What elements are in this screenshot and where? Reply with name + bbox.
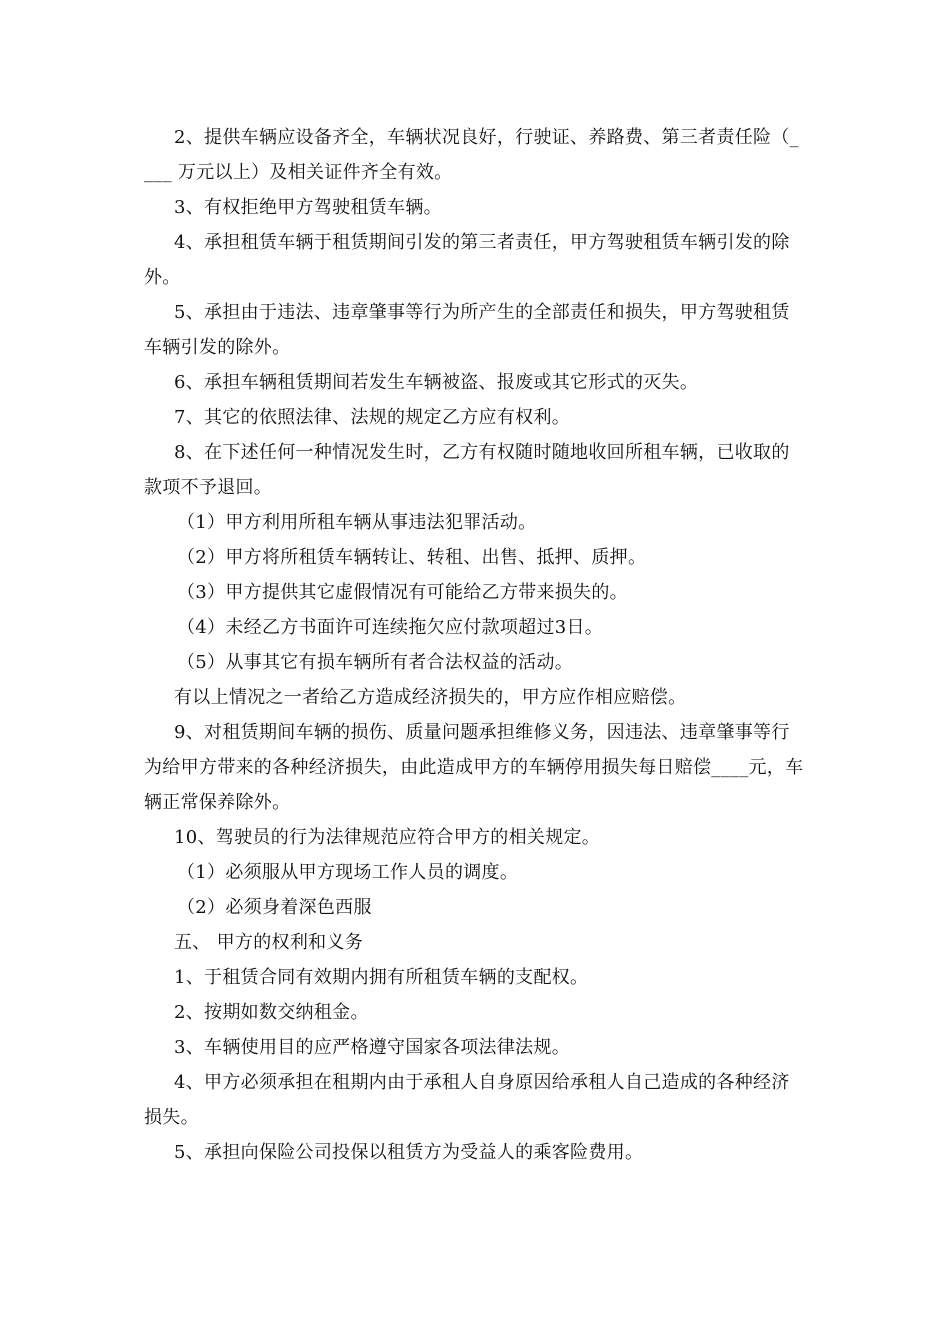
paragraph-party-a-4: 4、甲方必须承担在租期内由于承租人自身原因给承租人自己造成的各种经济损失。 xyxy=(144,1072,790,1128)
paragraph-clause-9: 9、对租赁期间车辆的损伤、质量问题承担维修义务，因违法、违章肇事等行为给甲方带来的各种经济损失，由此造成甲方的车辆停用损失每日赔偿____元，车辆正常保养除外。 xyxy=(144,722,804,813)
paragraph-subclause-8-5: （5）从事其它有损车辆所有者合法权益的活动。 xyxy=(177,652,574,673)
paragraph-clause-5: 5、承担由于违法、违章肇事等行为所产生的全部责任和损失，甲方驾驶租赁车辆引发的除外。 xyxy=(144,302,790,358)
paragraph-clause-6: 6、承担车辆租赁期间若发生车辆被盗、报废或其它形式的灭失。 xyxy=(174,372,699,393)
paragraph-subclause-10-2: （2）必须身着深色西服 xyxy=(177,897,372,918)
paragraph-clause-10: 10、驾驶员的行为法律规范应符合甲方的相关规定。 xyxy=(174,827,601,848)
section-heading-five: 五、 甲方的权利和义务 xyxy=(174,932,364,953)
paragraph-clause-2: 2、提供车辆应设备齐全，车辆状况良好，行驶证、养路费、第三者责任险（____ 万元以上）及相关证件齐全有效。 xyxy=(144,127,799,183)
paragraph-clause-4: 4、承担租赁车辆于租赁期间引发的第三者责任，甲方驾驶租赁车辆引发的除外。 xyxy=(144,232,790,288)
paragraph-subclause-8-2: （2）甲方将所租赁车辆转让、转租、出售、抵押、质押。 xyxy=(177,547,647,568)
paragraph-subclause-8-4: （4）未经乙方书面许可连续拖欠应付款项超过3日。 xyxy=(177,617,604,638)
paragraph-party-a-3: 3、车辆使用目的应严格遵守国家各项法律法规。 xyxy=(174,1037,571,1058)
paragraph-subclause-8-3: （3）甲方提供其它虚假情况有可能给乙方带来损失的。 xyxy=(177,582,628,603)
paragraph-party-a-2: 2、按期如数交纳租金。 xyxy=(174,1002,369,1023)
document-body xyxy=(144,120,804,1170)
paragraph-subclause-10-1: （1）必须服从甲方现场工作人员的调度。 xyxy=(177,862,519,883)
paragraph-compensation-note: 有以上情况之一者给乙方造成经济损失的，甲方应作相应赔偿。 xyxy=(174,687,687,708)
paragraph-party-a-5: 5、承担向保险公司投保以租赁方为受益人的乘客险费用。 xyxy=(174,1142,644,1163)
paragraph-clause-8: 8、在下述任何一种情况发生时，乙方有权随时随地收回所租车辆，已收取的款项不予退回。 xyxy=(144,442,790,498)
paragraph-clause-7: 7、其它的依照法律、法规的规定乙方应有权利。 xyxy=(174,407,571,428)
paragraph-party-a-1: 1、于租赁合同有效期内拥有所租赁车辆的支配权。 xyxy=(174,967,589,988)
paragraph-subclause-8-1: （1）甲方利用所租车辆从事违法犯罪活动。 xyxy=(177,512,537,533)
paragraph-clause-3: 3、有权拒绝甲方驾驶租赁车辆。 xyxy=(174,197,442,218)
